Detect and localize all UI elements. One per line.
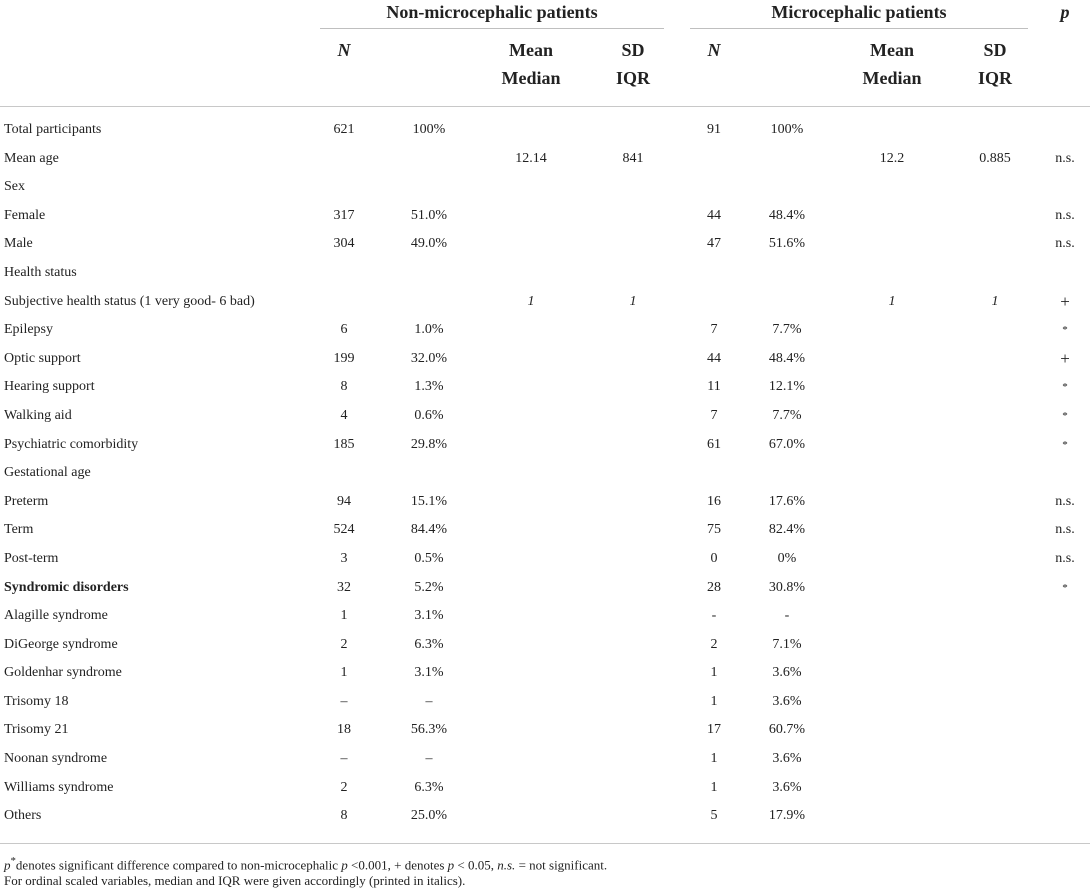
- cell-micro-n: 1: [710, 693, 718, 709]
- group-underline-microcephalic: [690, 28, 1028, 29]
- table-row: [0, 173, 1090, 202]
- cell-nonmicro-n: –: [340, 693, 348, 709]
- cell-nonmicro-sd: 841: [622, 150, 644, 166]
- table-row: [0, 431, 1090, 460]
- col-header-median-micro: Median: [862, 68, 922, 88]
- cell-micro-percent: 7.7%: [772, 322, 802, 338]
- cell-micro-n: 91: [707, 122, 721, 137]
- p-header: p: [1060, 2, 1070, 22]
- footnote-text-c: < 0.05,: [454, 857, 498, 873]
- cell-nonmicro-n: 18: [337, 722, 351, 738]
- cell-micro-percent: 12.1%: [768, 379, 806, 395]
- col-header-iqr-micro: IQR: [977, 68, 1012, 88]
- table-row: [0, 774, 1090, 803]
- row-label: Optic support: [4, 350, 81, 366]
- cell-nonmicro-percent: 49.0%: [410, 236, 448, 252]
- cell-micro-sd: 0.885: [979, 150, 1011, 166]
- cell-micro-n: 1: [710, 665, 718, 681]
- cell-micro-percent: 3.6%: [772, 693, 802, 709]
- table-row: [0, 545, 1090, 574]
- table-row: [0, 659, 1090, 688]
- col-header-sd-micro: SD: [983, 40, 1007, 60]
- cell-micro-percent: 82.4%: [768, 522, 806, 538]
- cell-micro-percent: -: [784, 608, 790, 624]
- cell-nonmicro-mean: 1: [527, 293, 535, 309]
- table-row: [0, 688, 1090, 717]
- cell-micro-mean: 1: [888, 293, 896, 309]
- row-label: Term: [4, 522, 34, 538]
- row-label: Psychiatric comorbidity: [4, 436, 139, 452]
- col-header-sd-nonmicro: SD: [621, 40, 645, 60]
- row-label: Male: [4, 236, 33, 252]
- cell-micro-n: 0: [710, 550, 718, 566]
- table-row: [0, 402, 1090, 431]
- row-label: Others: [4, 808, 42, 824]
- table-row: [0, 631, 1090, 660]
- cell-micro-percent: 17.6%: [768, 493, 806, 509]
- cell-nonmicro-sd: 1: [629, 293, 637, 309]
- cell-micro-percent: 51.6%: [768, 236, 806, 252]
- cell-micro-n: 1: [710, 779, 718, 795]
- footnote-ns: n.s.: [497, 857, 516, 873]
- row-label: Subjective health status (1 very good- 6 bad): [4, 293, 255, 309]
- row-label: Female: [4, 207, 46, 223]
- footnote-text-b: <0.001, + denotes: [347, 857, 448, 873]
- col-header-median-nonmicro: Median: [501, 68, 561, 88]
- cell-micro-percent: 7.7%: [772, 407, 802, 423]
- cell-nonmicro-percent: 1.3%: [414, 379, 444, 395]
- footnote-p-symbol: p: [4, 857, 11, 873]
- cell-nonmicro-n: 317: [333, 207, 355, 223]
- table-row: [0, 716, 1090, 745]
- header-rule: [0, 106, 1090, 107]
- cell-nonmicro-n: 8: [340, 379, 348, 395]
- cell-p-value: n.s.: [1055, 522, 1075, 538]
- cell-nonmicro-percent: 25.0%: [410, 808, 448, 824]
- cell-nonmicro-n: 199: [333, 350, 355, 366]
- cell-nonmicro-percent: 84.4%: [410, 522, 448, 538]
- cell-micro-percent: 3.6%: [772, 779, 802, 795]
- cell-nonmicro-n: 2: [340, 779, 348, 795]
- row-label: Epilepsy: [4, 322, 53, 338]
- cell-p-value: +: [1060, 291, 1070, 311]
- cell-p-value: *: [1062, 438, 1068, 451]
- col-header-mean-nonmicro: Mean: [509, 40, 553, 60]
- cell-nonmicro-percent: 51.0%: [410, 207, 448, 223]
- cell-micro-sd: 1: [991, 293, 999, 309]
- cell-micro-n: 44: [707, 207, 721, 223]
- cell-micro-percent: 100%: [770, 122, 804, 137]
- row-label: Health status: [4, 264, 77, 280]
- row-label: Post-term: [4, 550, 59, 566]
- cell-p-value: n.s.: [1055, 550, 1075, 566]
- cell-micro-mean: 12.2: [879, 150, 905, 166]
- cell-nonmicro-percent: 32.0%: [410, 350, 448, 366]
- footnote-star: *: [10, 855, 16, 867]
- cell-micro-n: 61: [707, 436, 721, 452]
- table-row: [0, 116, 1090, 145]
- table-row: [0, 574, 1090, 603]
- cell-nonmicro-percent: 5.2%: [414, 579, 444, 595]
- cell-micro-n: 47: [707, 236, 721, 252]
- cell-nonmicro-n: 2: [340, 636, 348, 652]
- cell-nonmicro-n: 185: [333, 436, 355, 452]
- cell-nonmicro-percent: 0.6%: [414, 407, 444, 423]
- row-label: Sex: [4, 179, 25, 195]
- table-row: [0, 202, 1090, 231]
- table-row: [0, 516, 1090, 545]
- cell-micro-percent: 3.6%: [772, 751, 802, 767]
- group-underline-nonmicrocephalic: [320, 28, 664, 29]
- row-label: Alagille syndrome: [4, 608, 108, 624]
- footer-rule: [0, 843, 1090, 844]
- cell-p-value: n.s.: [1055, 150, 1075, 166]
- row-label: Trisomy 18: [4, 693, 69, 709]
- cell-micro-percent: 48.4%: [768, 207, 806, 223]
- row-label: Gestational age: [4, 465, 91, 481]
- cell-nonmicro-n: 4: [340, 407, 348, 423]
- table-body: [0, 116, 1090, 831]
- cell-micro-percent: 67.0%: [768, 436, 806, 452]
- table-row: [0, 230, 1090, 259]
- cell-micro-n: 7: [710, 407, 718, 423]
- cell-nonmicro-percent: 3.1%: [414, 608, 444, 624]
- row-label: Goldenhar syndrome: [4, 665, 122, 681]
- table-row: [0, 259, 1090, 288]
- cell-nonmicro-percent: 56.3%: [410, 722, 448, 738]
- cell-nonmicro-n: 94: [337, 493, 351, 509]
- row-label: Total participants: [4, 122, 102, 137]
- cell-nonmicro-percent: 100%: [412, 122, 446, 137]
- cell-nonmicro-n: 8: [340, 808, 348, 824]
- footnote-text-a: denotes significant difference compared to non-microcephalic: [15, 857, 342, 873]
- cell-nonmicro-n: –: [340, 751, 348, 767]
- cell-nonmicro-n: 1: [340, 608, 348, 624]
- footnote-ordinal: For ordinal scaled variables, median and IQR were given accordingly (printed in italics).: [4, 873, 466, 888]
- cell-nonmicro-percent: 0.5%: [414, 550, 444, 566]
- cell-p-value: *: [1062, 409, 1068, 422]
- row-label: Mean age: [4, 150, 59, 166]
- table-row: [0, 745, 1090, 774]
- cell-micro-n: 44: [707, 350, 721, 366]
- col-header-n-nonmicro: N: [337, 40, 351, 60]
- table-row: [0, 459, 1090, 488]
- cell-p-value: n.s.: [1055, 236, 1075, 252]
- cell-micro-n: 7: [710, 322, 718, 338]
- footnote-text-d: = not significant.: [515, 857, 608, 873]
- row-label: Syndromic disorders: [4, 579, 129, 595]
- table-row: [0, 145, 1090, 174]
- cell-p-value: +: [1060, 348, 1070, 368]
- cell-micro-percent: 17.9%: [768, 808, 806, 824]
- cell-p-value: *: [1062, 581, 1068, 594]
- table-row: [0, 602, 1090, 631]
- cell-nonmicro-n: 3: [340, 550, 348, 566]
- group-header-nonmicrocephalic: Non-microcephalic patients: [386, 2, 598, 22]
- cell-nonmicro-n: 32: [337, 579, 351, 595]
- table-row: [0, 373, 1090, 402]
- cell-nonmicro-n: 6: [340, 322, 348, 338]
- cell-p-value: n.s.: [1055, 207, 1075, 223]
- cell-micro-percent: 48.4%: [768, 350, 806, 366]
- table-row: [0, 288, 1090, 317]
- cell-nonmicro-percent: 6.3%: [414, 636, 444, 652]
- cell-micro-n: 17: [707, 722, 721, 738]
- table-row: [0, 345, 1090, 374]
- cell-micro-n: 5: [710, 808, 718, 824]
- cell-nonmicro-percent: 15.1%: [410, 493, 448, 509]
- col-header-mean-micro: Mean: [870, 40, 914, 60]
- group-header-microcephalic: Microcephalic patients: [771, 2, 947, 22]
- cell-nonmicro-n: 304: [333, 236, 355, 252]
- cell-p-value: n.s.: [1055, 493, 1075, 509]
- cell-p-value: *: [1062, 381, 1068, 394]
- cell-nonmicro-percent: 1.0%: [414, 322, 444, 338]
- row-label: Hearing support: [4, 379, 95, 395]
- cell-nonmicro-percent: 6.3%: [414, 779, 444, 795]
- cell-nonmicro-n: 1: [340, 665, 348, 681]
- cell-micro-n: 1: [710, 751, 718, 767]
- cell-nonmicro-mean: 12.14: [515, 150, 547, 166]
- cell-nonmicro-n: 621: [333, 122, 355, 137]
- cell-micro-percent: 0%: [777, 550, 797, 566]
- row-label: Noonan syndrome: [4, 751, 108, 767]
- cell-micro-n: -: [711, 608, 717, 624]
- cell-micro-n: 75: [707, 522, 721, 538]
- cell-micro-n: 2: [710, 636, 718, 652]
- cell-micro-percent: 60.7%: [768, 722, 806, 738]
- footnote-p2: p: [341, 857, 348, 873]
- row-label: Trisomy 21: [4, 722, 69, 738]
- row-label: Preterm: [4, 493, 49, 509]
- cell-micro-percent: 3.6%: [772, 665, 802, 681]
- cell-nonmicro-percent: –: [425, 751, 433, 767]
- cell-micro-n: 28: [707, 579, 721, 595]
- cell-micro-n: 16: [707, 493, 721, 509]
- cell-micro-percent: 30.8%: [768, 579, 806, 595]
- col-header-n-micro: N: [707, 40, 721, 60]
- table-row: [0, 488, 1090, 517]
- cell-nonmicro-percent: 29.8%: [410, 436, 448, 452]
- footnote-p3: p: [447, 857, 455, 873]
- table-row: [0, 802, 1090, 831]
- row-label: DiGeorge syndrome: [4, 636, 118, 652]
- cell-nonmicro-n: 524: [333, 522, 355, 538]
- row-label: Walking aid: [4, 407, 72, 423]
- col-header-iqr-nonmicro: IQR: [615, 68, 650, 88]
- table-row: [0, 316, 1090, 345]
- cell-p-value: *: [1062, 324, 1068, 337]
- cell-nonmicro-percent: –: [425, 693, 433, 709]
- row-label: Williams syndrome: [4, 779, 114, 795]
- cell-micro-percent: 7.1%: [772, 636, 802, 652]
- cell-nonmicro-percent: 3.1%: [414, 665, 444, 681]
- cell-micro-n: 11: [707, 379, 721, 395]
